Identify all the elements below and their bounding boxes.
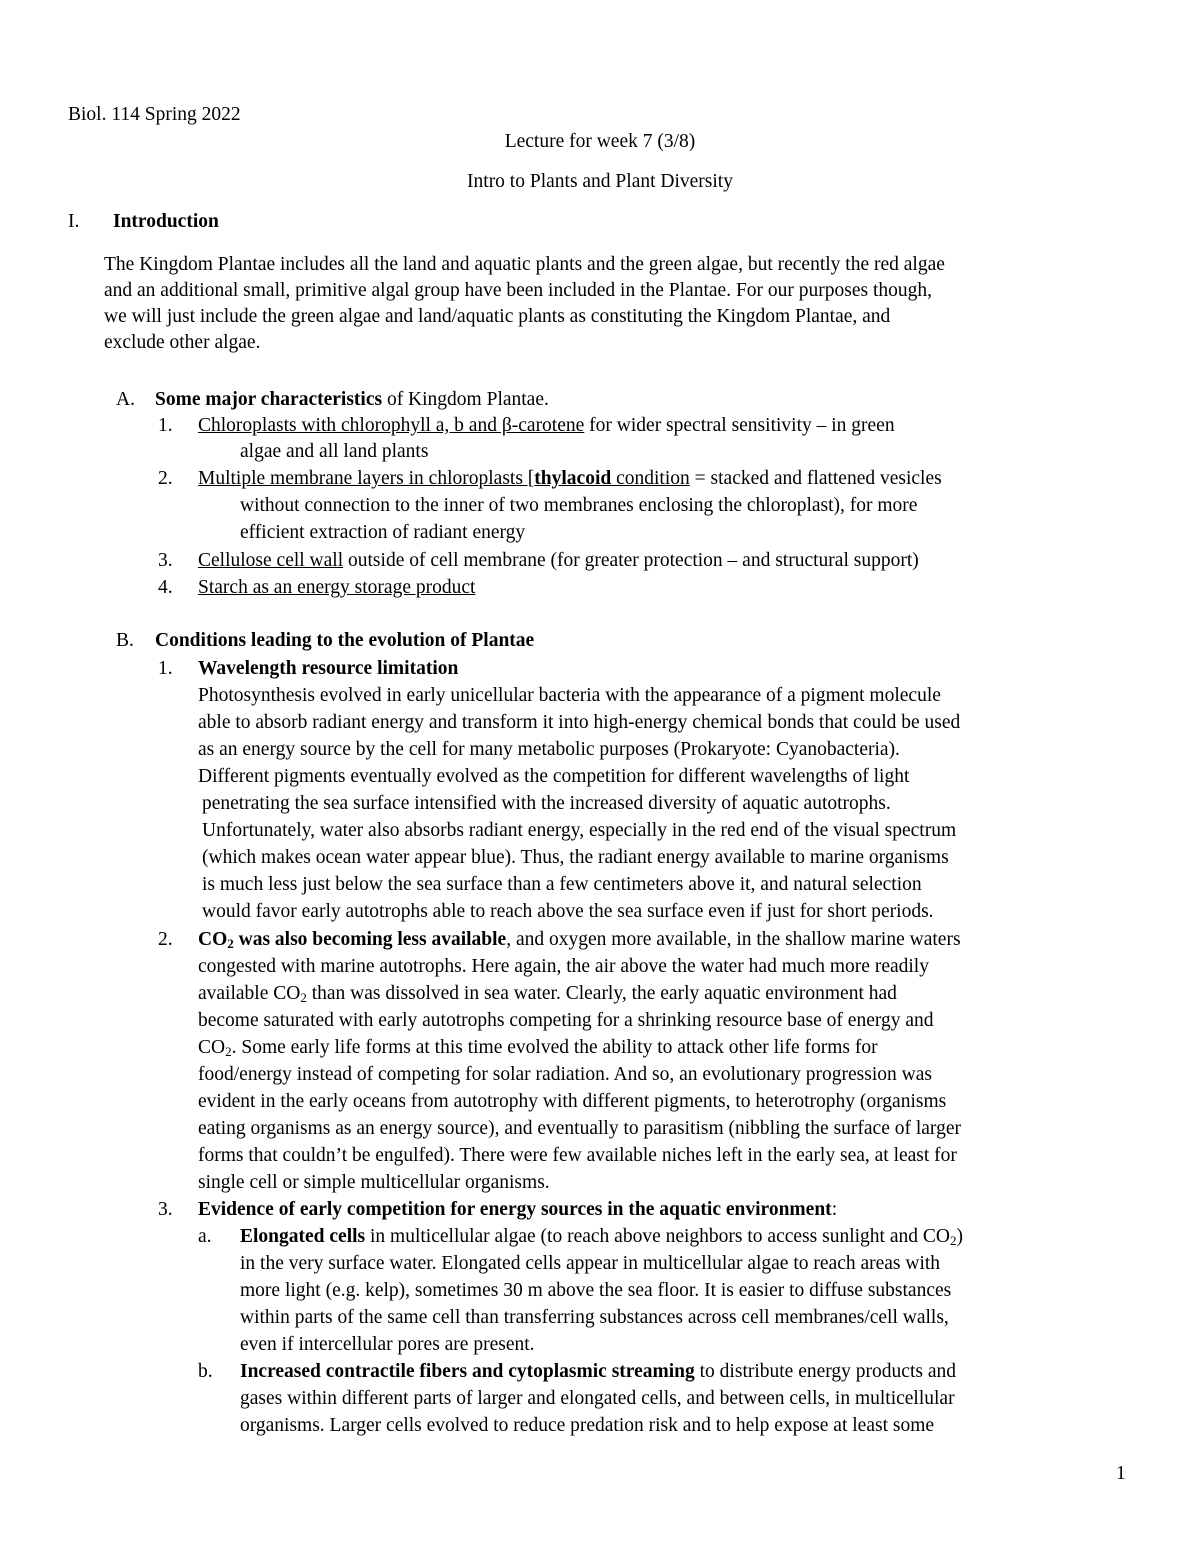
paragraph-line: congested with marine autotrophs. Here again, the air above the water had much more readily [198, 956, 929, 977]
co2-bold [198, 929, 506, 950]
list-item-continuation: without connection to the inner of two membranes enclosing the chloroplast), for more [240, 495, 918, 516]
paragraph-text: available CO [198, 983, 301, 1004]
paragraph-line: food/energy instead of competing for solar radiation. And so, an evolutionary progression was [198, 1064, 932, 1085]
section-title: Introduction [113, 211, 219, 232]
co2-heading-text: was also becoming less available [233, 929, 507, 950]
subscript-2: 2 [225, 1044, 232, 1059]
course-heading: Biol. 114 Spring 2022 [68, 104, 241, 125]
item-heading-bold: Evidence of early competition for energy sources in the aquatic environment [198, 1199, 832, 1220]
paragraph-line: gases within different parts of larger and elongated cells, and between cells, in multicellular [240, 1388, 955, 1409]
paragraph-line [240, 1223, 963, 1250]
part-a-heading-rest: of Kingdom Plantae. [382, 389, 549, 410]
list-number: 2. [158, 929, 173, 950]
paragraph-line [240, 1358, 956, 1385]
section-numeral: I. [68, 211, 80, 232]
paragraph-text: CO [198, 1037, 226, 1058]
subscript-2: 2 [300, 990, 307, 1005]
list-item-underlined: Chloroplasts with chlorophyll a, b and β-carotene [198, 415, 585, 436]
paragraph-line: Photosynthesis evolved in early unicellular bacteria with the appearance of a pigment molecule [198, 685, 941, 706]
list-item-underlined: Cellulose cell wall [198, 550, 344, 571]
list-item-underlined: Multiple membrane layers in chloroplasts [ [198, 468, 535, 489]
list-number: 2. [158, 468, 173, 489]
page-number: 1 [1116, 1463, 1126, 1484]
list-item-continuation: efficient extraction of radiant energy [240, 522, 526, 543]
paragraph-line [198, 926, 961, 953]
topic-title: Intro to Plants and Plant Diversity [467, 171, 733, 192]
part-a-heading [155, 386, 549, 413]
paragraph-line: Unfortunately, water also absorbs radiant energy, especially in the red end of the visual spectrum [202, 820, 957, 841]
list-item-text: outside of cell membrane (for greater protection – and structural support) [343, 550, 919, 571]
co2-text: CO [198, 929, 228, 950]
list-item-underlined: condition [611, 468, 690, 489]
subscript-2: 2 [949, 1233, 957, 1248]
list-item [198, 465, 942, 492]
sublist-letter: a. [198, 1226, 212, 1247]
intro-paragraph-line: The Kingdom Plantae includes all the land and aquatic plants and the green algae, but recently the red algae [104, 254, 945, 275]
list-number: 1. [158, 415, 173, 436]
paragraph-line [198, 980, 897, 1007]
paragraph-line: Different pigments eventually evolved as the competition for different wavelengths of light [198, 766, 910, 787]
paragraph-line: able to absorb radiant energy and transform it into high-energy chemical bonds that could be used [198, 712, 961, 733]
item-heading [198, 1196, 837, 1223]
list-item-text: for wider spectral sensitivity – in green [584, 415, 895, 436]
list-item: Starch as an energy storage product [198, 577, 476, 598]
lecture-title: Lecture for week 7 (3/8) [504, 131, 696, 152]
paragraph-line: even if intercellular pores are present. [240, 1334, 535, 1355]
paragraph-line: is much less just below the sea surface than a few centimeters above it, and natural selection [202, 874, 922, 895]
paragraph-line: (which makes ocean water appear blue). Thus, the radiant energy available to marine organisms [202, 847, 949, 868]
part-b-heading: Conditions leading to the evolution of Plantae [155, 630, 535, 651]
item-heading: Wavelength resource limitation [198, 658, 459, 679]
intro-paragraph-line: we will just include the green algae and land/aquatic plants as constituting the Kingdom Plantae, and [104, 306, 891, 327]
list-item [198, 547, 919, 574]
list-item-text: = stacked and flattened vesicles [689, 468, 942, 489]
intro-paragraph-line: and an additional small, primitive algal group have been included in the Plantae. For our purposes though, [104, 280, 933, 301]
list-item [198, 412, 895, 439]
paragraph-line: organisms. Larger cells evolved to reduce predation risk and to help expose at least some [240, 1415, 935, 1436]
paragraph-text: than was dissolved in sea water. Clearly, the early aquatic environment had [306, 983, 897, 1004]
paragraph-text: , and oxygen more available, in the shallow marine waters [506, 929, 961, 950]
sublist-letter: b. [198, 1361, 213, 1382]
paragraph-line: evident in the early oceans from autotrophy with different pigments, to heterotrophy (organisms [198, 1091, 947, 1112]
part-b-letter: B. [116, 630, 134, 651]
paragraph-line: penetrating the sea surface intensified with the increased diversity of aquatic autotrophs. [202, 793, 891, 814]
paragraph-line: within parts of the same cell than transferring substances across cell membranes/cell walls, [240, 1307, 949, 1328]
part-a-letter: A. [116, 389, 135, 410]
contractile-fibers-term: Increased contractile fibers and cytoplasmic streaming [240, 1361, 695, 1382]
paragraph-line: as an energy source by the cell for many metabolic purposes (Prokaryote: Cyanobacteria). [198, 739, 900, 760]
paragraph-text: to distribute energy products and [694, 1361, 956, 1382]
paragraph-line: in the very surface water. Elongated cells appear in multicellular algae to reach areas with [240, 1253, 941, 1274]
list-number: 1. [158, 658, 173, 679]
paragraph-line: eating organisms as an energy source), and eventually to parasitism (nibbling the surface of larger [198, 1118, 961, 1139]
paragraph-text: ) [956, 1226, 963, 1247]
part-a-heading-bold: Some major characteristics [155, 389, 383, 410]
paragraph-text: in multicellular algae (to reach above neighbors to access sunlight and CO [365, 1226, 950, 1247]
list-number: 3. [158, 550, 173, 571]
list-number: 3. [158, 1199, 173, 1220]
subscript-2: 2 [227, 936, 234, 951]
paragraph-line: more light (e.g. kelp), sometimes 30 m above the sea floor. It is easier to diffuse substances [240, 1280, 952, 1301]
intro-paragraph-line: exclude other algae. [104, 332, 261, 353]
item-heading-colon: : [831, 1199, 838, 1220]
paragraph-line [198, 1034, 878, 1061]
list-number: 4. [158, 577, 173, 598]
paragraph-line: would favor early autotrophs able to reach above the sea surface even if just for short periods. [202, 901, 934, 922]
paragraph-line: forms that couldn’t be engulfed). There were few available niches left in the early sea, at least for [198, 1145, 957, 1166]
paragraph-line: become saturated with early autotrophs competing for a shrinking resource base of energy and [198, 1010, 934, 1031]
elongated-cells-term: Elongated cells [240, 1226, 366, 1247]
paragraph-text: . Some early life forms at this time evolved the ability to attack other life forms for [231, 1037, 878, 1058]
paragraph-line: single cell or simple multicellular organisms. [198, 1172, 550, 1193]
list-item-continuation: algae and all land plants [240, 441, 429, 462]
thylacoid-term: thylacoid [534, 468, 612, 489]
